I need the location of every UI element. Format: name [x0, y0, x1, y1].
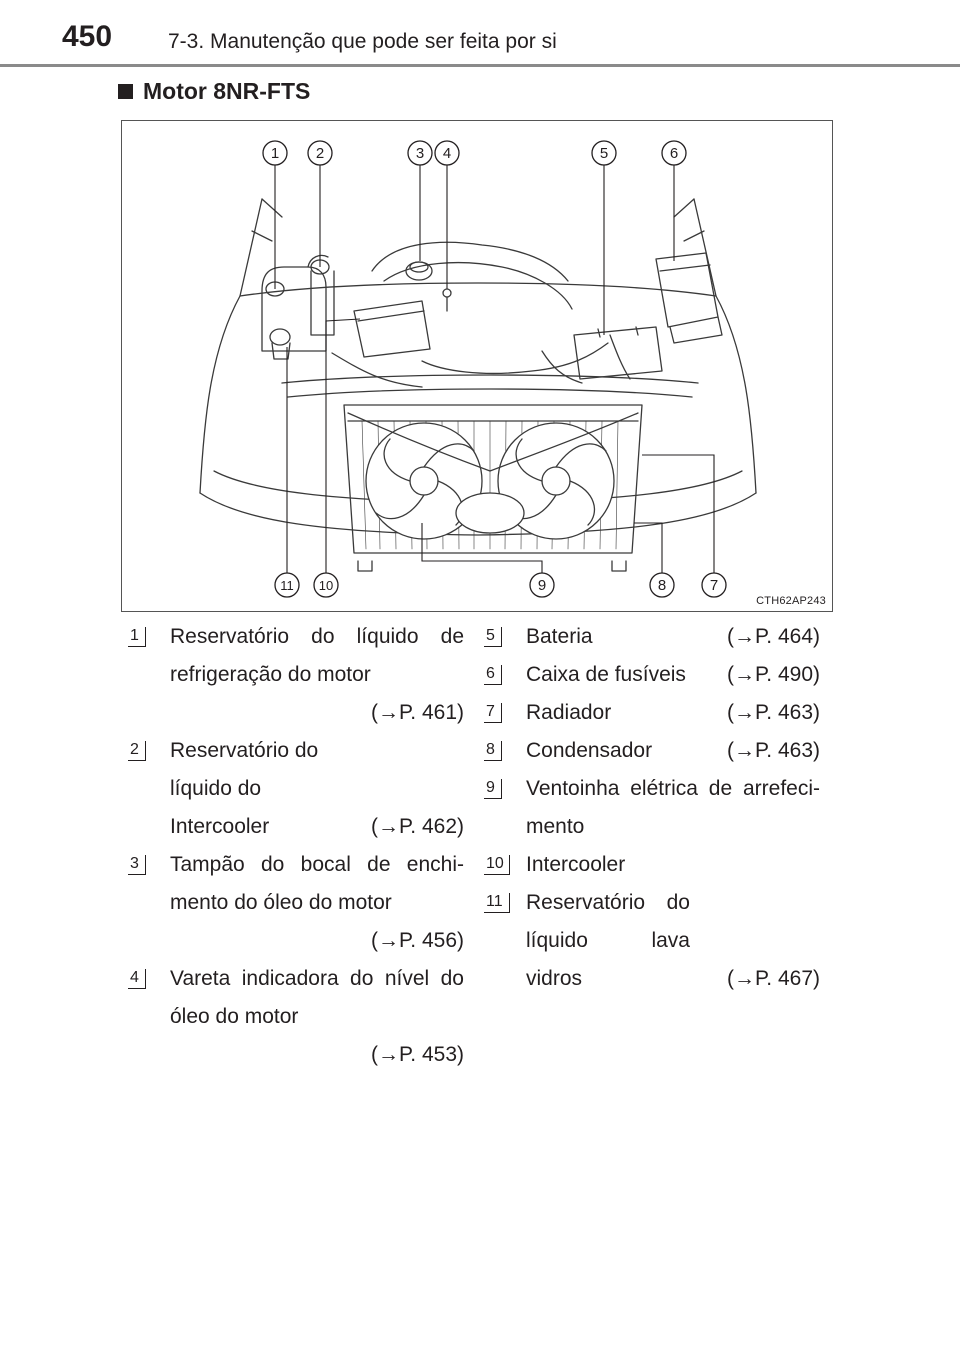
- legend-number: 5: [484, 627, 502, 647]
- legend-item: [484, 884, 820, 998]
- legend-number: 2: [128, 741, 146, 761]
- legend-number: 7: [484, 703, 502, 723]
- legend-item: [484, 846, 820, 884]
- section-title: 7-3. Manutenção que pode ser feita por si: [168, 30, 557, 53]
- subsection-title: Motor 8NR-FTS: [143, 78, 311, 104]
- legend-item: [484, 770, 820, 846]
- callout-2: 2: [315, 145, 325, 162]
- legend-ref: (→P. 456): [371, 929, 464, 952]
- legend-text: Vareta indicadora do nível do óleo do motor: [170, 967, 464, 1028]
- legend-ref: (→P. 463): [727, 701, 820, 724]
- legend-number: 1: [128, 627, 146, 647]
- legend-item: [484, 656, 820, 694]
- legend-number: 8: [484, 741, 502, 761]
- legend-number: 10: [484, 855, 510, 875]
- callout-6: 6: [669, 145, 679, 162]
- legend-text: Reservatório do líquido do Intercooler: [170, 739, 319, 838]
- legend-number: 6: [484, 665, 502, 685]
- legend-item: [128, 960, 464, 1074]
- page-number: 450: [62, 20, 113, 53]
- legend-text: Ventoinha elétrica de arrefeci-mento: [526, 777, 820, 838]
- legend-number: 9: [484, 779, 502, 799]
- legend-left-column: [128, 618, 464, 1074]
- legend-text: Caixa de fusíveis: [526, 663, 686, 686]
- callout-10: 10: [318, 578, 334, 593]
- legend-ref: (→P. 453): [371, 1043, 464, 1066]
- page-header: [0, 0, 960, 66]
- figure-code: CTH62AP243: [756, 595, 826, 607]
- legend-item: [128, 732, 464, 846]
- callout-8: 8: [657, 577, 667, 594]
- legend-text: Radiador: [526, 701, 612, 724]
- callout-11: 11: [280, 578, 294, 593]
- legend-ref: (→P. 463): [727, 739, 820, 762]
- legend-right-column: [484, 618, 820, 998]
- legend-item: [484, 618, 820, 656]
- legend-ref: (→P. 464): [727, 625, 820, 648]
- legend-number: 11: [484, 893, 510, 913]
- callout-9: 9: [537, 577, 547, 594]
- legend-text: Intercooler: [526, 853, 626, 876]
- legend-item: [484, 732, 820, 770]
- engine-bay-illustration: [122, 121, 834, 613]
- legend-ref: (→P. 461): [371, 701, 464, 724]
- legend-item: [484, 694, 820, 732]
- legend-item: [128, 846, 464, 960]
- subsection-heading: [118, 78, 310, 105]
- legend-ref: (→P. 462): [371, 815, 464, 838]
- legend-text: Condensador: [526, 739, 653, 762]
- legend-text: Reservatório do líquido lava vidros: [526, 891, 690, 990]
- legend-text: Reservatório do líquido de refrigeração do motor: [170, 625, 464, 686]
- callout-3: 3: [415, 145, 425, 162]
- square-bullet-icon: [118, 84, 133, 99]
- callout-4: 4: [442, 145, 452, 162]
- callout-1: 1: [270, 145, 280, 162]
- callout-7: 7: [709, 577, 719, 594]
- legend-number: 3: [128, 855, 146, 875]
- header-rule: [0, 64, 960, 67]
- legend-ref: (→P. 467): [727, 967, 820, 990]
- legend-number: 4: [128, 969, 146, 989]
- engine-figure: [121, 120, 833, 612]
- legend-text: Bateria: [526, 625, 593, 648]
- legend-ref: (→P. 490): [727, 663, 820, 686]
- legend-item: [128, 618, 464, 732]
- legend-text: Tampão do bocal de enchi-mento do óleo do motor: [170, 853, 464, 914]
- callout-5: 5: [599, 145, 609, 162]
